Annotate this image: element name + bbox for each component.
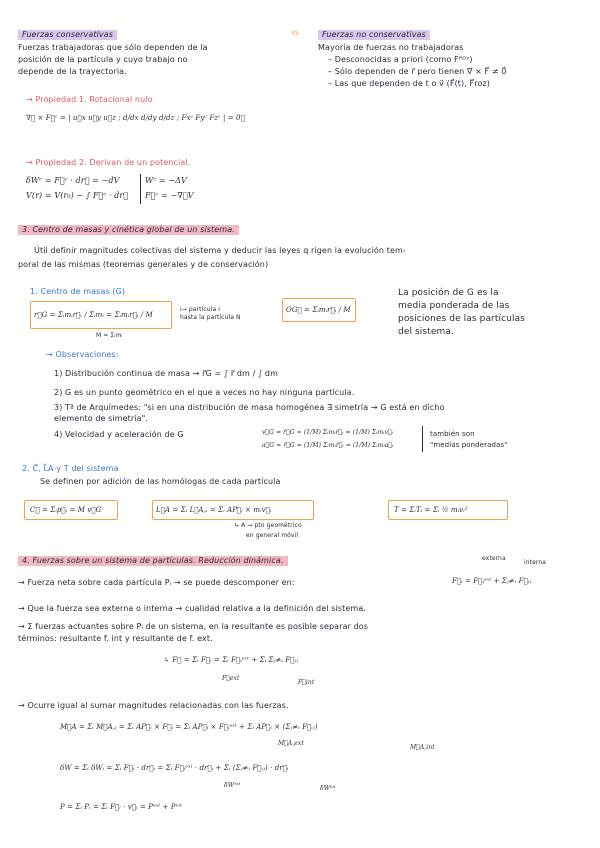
section-4-line-2: → Que la fuerza sea externa o interna → cualidad relativa a la definición del sistema. (18, 604, 366, 613)
position-note-3: posiciones de las partículas (398, 314, 525, 324)
nonconservative-line-2: – Desconocidas a priori (como Fᴿᴼᶻ) (328, 55, 473, 64)
nonconservative-forces-heading: Fuerzas no conservativas (318, 30, 430, 40)
resultant-moment-formula: M⃗A = Σᵢ M⃗A,ᵢ = Σᵢ AP⃗ᵢ × F⃗ᵢ = Σᵢ AP⃗ᵢ × F⃗ᵢᵉˣᵗ + Σᵢ AP⃗ᵢ × (Σⱼ≠ᵢ F⃗ᵢⱼ) (60, 723, 318, 731)
observations-label: → Observaciones: (46, 350, 119, 359)
net-force-formula: ↳ F⃗ = Σᵢ F⃗ᵢ = Σᵢ F⃗ᵢᵉˣᵗ + Σᵢ Σⱼ≠ᵢ F⃗ᵢⱼ (164, 656, 298, 664)
work-potential-relation: Wᶜ = −ΔV (145, 176, 187, 185)
net-force-external-label: F⃗ext (222, 675, 240, 682)
section-4-line-4: → Ocurre igual al sumar magnitudes relacionadas con las fuerzas. (18, 701, 289, 710)
force-gradient-relation: F⃗ᶜ = −∇⃗V (145, 191, 194, 200)
external-label: externa (482, 555, 506, 562)
velocity-cm-formula: v⃗G = ṙ⃗G = (1/M) Σᵢmᵢṙ⃗ᵢ = (1/M) Σᵢmᵢv⃗ᵢ (262, 429, 393, 436)
section-4-line-3a: → Σ fuerzas actuantes sobre Pᵢ de un sistema, en la resultante es posible separar dos (18, 622, 369, 631)
position-note-1: La posición de G es la (398, 288, 499, 298)
section-3-intro-1: Útil definir magnitudes colectivas del sistema y deducir las leyes q rigen la evolución tem- (34, 246, 406, 255)
moment-external-label: M⃗A,ext (278, 740, 304, 747)
observation-2: 2) G es un punto geométrico en el que a veces no hay ninguna partícula. (54, 388, 355, 397)
section-3-intro-2: poral de las mismas (teoremas generales y de conservación) (18, 260, 269, 269)
point-a-note-1: ↳ A → pto geométrico (234, 522, 302, 529)
potential-divider (140, 174, 141, 204)
og-formula: OG⃗ = Σᵢmᵢr⃗ᵢ / M (286, 306, 351, 314)
position-note-2: media ponderada de las (398, 301, 510, 311)
total-mass-formula: M = Σᵢmᵢ (96, 332, 123, 339)
conservative-line-3: depende de la trayectoria. (18, 67, 127, 76)
work-internal-label: δWⁱⁿᵗ (320, 785, 336, 792)
nonconservative-line-4: – Las que dependen de t o v⃗ (F⃗(t), F⃗roz) (328, 79, 490, 88)
potential-formula-2: V(r) = V(r₀) − ∫ F⃗ᶜ · dr⃗ (26, 191, 129, 200)
section-3-heading: 3. Centro de masas y cinética global de un sistema. (18, 225, 239, 235)
total-work-formula: δW = Σᵢ δWᵢ = Σᵢ F⃗ᵢ · dr⃗ᵢ = Σᵢ F⃗ᵢᵉˣᵗ · dr⃗ᵢ + Σᵢ (Σⱼ≠ᵢ F⃗ᵢⱼ) · dr⃗ᵢ (60, 764, 289, 772)
observation-1: 1) Distribución continua de masa → r⃗G = ∫ r⃗ dm / ∫ dm (54, 369, 278, 378)
versus-label: VS (291, 30, 299, 37)
force-decomposition-formula: F⃗ᵢ = F⃗ᵢᵉˣᵗ + Σⱼ≠ᵢ F⃗ᵢⱼ (452, 577, 532, 585)
acceleration-cm-formula: a⃗G = r̈⃗G = (1/M) Σᵢmᵢr̈⃗ᵢ = (1/M) Σᵢmᵢa⃗ᵢ (262, 442, 394, 449)
kinetic-energy-formula: T = ΣᵢTᵢ = Σᵢ ½ mᵢvᵢ² (394, 506, 468, 514)
position-note-4: del sistema. (398, 327, 454, 337)
weighted-average-note-1: también son (430, 430, 475, 438)
nonconservative-line-1: Mayoría de fuerzas no trabajadoras (318, 43, 464, 52)
system-magnitudes-subheading: 2. C⃗, L⃗A y T del sistema (22, 464, 119, 473)
point-a-note-2: en general móvil (246, 532, 299, 539)
property-2-label: → Propiedad 2. Derivan de un potencial. (26, 158, 191, 167)
cm-note-1: i→ partícula i (180, 306, 220, 313)
curl-formula: ∇⃗ × F⃗ᶜ = | u⃗x u⃗y u⃗z ; d/dx d/dy d/dz ; Fxᶜ Fyᶜ Fzᶜ | = 0⃗ (26, 114, 245, 122)
observation-4-divider (422, 426, 423, 452)
observation-3b: elemento de simetría". (54, 414, 149, 423)
momentum-formula: C⃗ = Σᵢp⃗ᵢ = M v⃗G (30, 506, 102, 514)
section-4-heading: 4. Fuerzas sobre un sistema de partículas. Reducción dinámica. (18, 556, 288, 566)
potential-formula-1: δWᶜ = F⃗ᶜ · dr⃗ = −dV (26, 176, 120, 185)
angular-momentum-formula: L⃗A = Σᵢ L⃗A,ᵢ = Σᵢ AP⃗ᵢ × mᵢv⃗ᵢ (156, 506, 272, 514)
power-formula: P = Σᵢ Pᵢ = Σᵢ F⃗ᵢ · v⃗ᵢ = Pᵉˣᵗ + Pⁱⁿᵗ (60, 803, 182, 811)
nonconservative-line-3: – Sólo dependen de r⃗ pero tienen ∇⃗ × F⃗ ≠ 0⃗ (328, 67, 507, 76)
section-4-line-1: → Fuerza neta sobre cada partícula Pᵢ → se puede descomponer en: (18, 578, 295, 587)
weighted-average-note-2: "medias ponderadas" (430, 441, 508, 449)
system-magnitudes-line: Se definen por adición de las homólogas de cada partícula (40, 477, 281, 486)
conservative-line-1: Fuerzas trabajadoras que sólo dependen de la (18, 43, 208, 52)
net-force-internal-label: F⃗int (298, 679, 315, 686)
center-of-mass-formula: r⃗G = Σᵢmᵢr⃗ᵢ / Σᵢmᵢ = Σᵢmᵢr⃗ᵢ / M (34, 311, 153, 319)
work-external-label: δWᵉˣᵗ (224, 782, 241, 789)
observation-4: 4) Velocidad y aceleración de G (54, 430, 184, 439)
property-1-label: → Propiedad 1. Rotacional nulo (26, 95, 153, 104)
conservative-line-2: posición de la partícula y cuyo trabajo no (18, 55, 188, 64)
center-of-mass-subheading: 1. Centro de masas (G) (30, 287, 126, 296)
moment-internal-label: M⃗A,int (410, 744, 435, 751)
section-4-line-3b: términos: resultante f. int y resultante de f. ext. (18, 634, 213, 643)
cm-note-2: hasta la partícula N (180, 314, 241, 321)
internal-label: interna (524, 559, 547, 566)
observation-3a: 3) Tª de Arquímedes: "si en una distribución de masa homogénea ∃ simetría → G está en dicho (54, 403, 445, 412)
conservative-forces-heading: Fuerzas conservativas (18, 30, 117, 40)
